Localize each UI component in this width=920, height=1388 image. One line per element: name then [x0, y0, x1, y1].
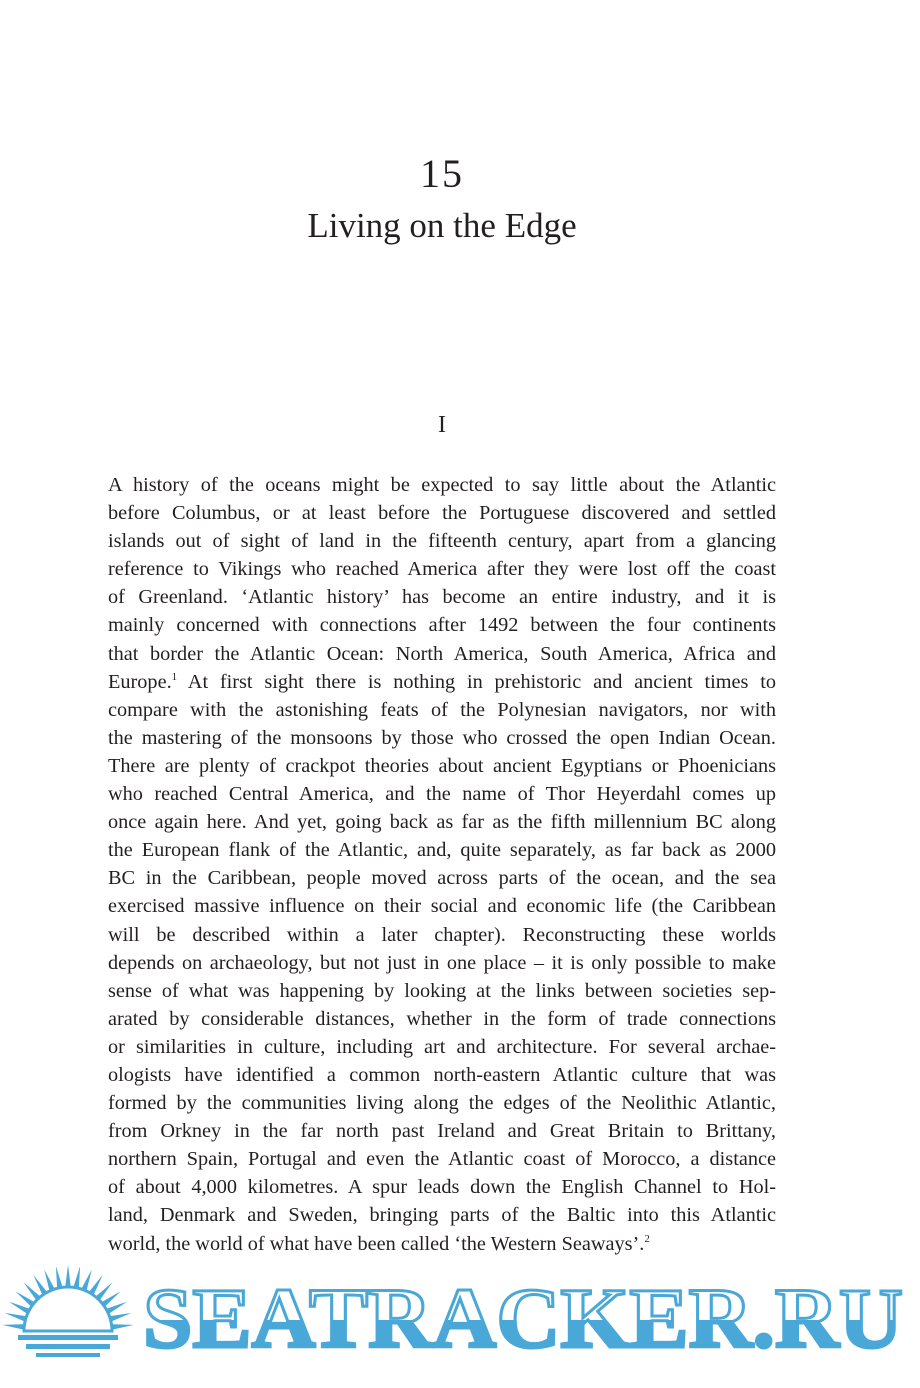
- text-line: arated by considerable distances, whether in the form of trade connections: [108, 1007, 776, 1030]
- text-line: compare with the astonishing feats of the Polynesian navigators, nor with: [108, 698, 776, 721]
- text-line: once again here. And yet, going back as far as the fifth millennium BC along: [108, 811, 776, 834]
- text-line: who reached Central America, and the name of Thor Heyerdahl comes up: [108, 783, 776, 806]
- text-line: will be described within a later chapter). Reconstructing these worlds: [108, 923, 776, 946]
- text-line: the European flank of the Atlantic, and, quite separately, as far back as 2000: [108, 839, 776, 862]
- section-number: I: [438, 412, 446, 438]
- text-line: reference to Vikings who reached America after they were lost off the coast: [108, 558, 776, 581]
- text-line: from Orkney in the far north past Ireland and Great Britain to Brittany,: [108, 1120, 776, 1143]
- text-line-with-note: [108, 668, 776, 696]
- text-line-with-note: [108, 1230, 776, 1258]
- body-paragraph: [108, 471, 776, 1258]
- text-line: mainly concerned with connections after 1492 between the four continents: [108, 614, 776, 637]
- text-line: of Greenland. ‘Atlantic history’ has become an entire industry, and it is: [108, 586, 776, 609]
- text-line: that border the Atlantic Ocean: North America, South America, Africa and: [108, 642, 776, 665]
- text-line: BC in the Caribbean, people moved across parts of the ocean, and the sea: [108, 867, 776, 890]
- text-line: exercised massive influence on their social and economic life (the Caribbean: [108, 895, 776, 918]
- chapter-number: 15: [420, 151, 464, 196]
- text-line: ologists have identified a common north-eastern Atlantic culture that was: [108, 1063, 776, 1086]
- text-line: A history of the oceans might be expected to say little about the Atlantic: [108, 474, 776, 496]
- text-line: sense of what was happening by looking at the links between societies sep-: [108, 979, 776, 1002]
- text-fragment: world, the world of what have been called ‘the Western Seaways’.: [108, 1232, 645, 1255]
- watermark-text: SEATRACKER.RU: [143, 1270, 903, 1366]
- watermark: [0, 1255, 920, 1388]
- text-line: depends on archaeology, but not just in one place – it is only possible to make: [108, 951, 776, 974]
- text-fragment: At first sight there is nothing in prehistoric and ancient times to: [177, 670, 776, 693]
- text-line: of about 4,000 kilometres. A spur leads down the English Channel to Hol-: [108, 1176, 776, 1199]
- text-line: islands out of sight of land in the fifteenth century, apart from a glancing: [108, 530, 776, 553]
- text-line: formed by the communities living along the edges of the Neolithic Atlantic,: [108, 1092, 776, 1115]
- sun-icon: [2, 1265, 133, 1357]
- chapter-title: Living on the Edge: [307, 206, 577, 245]
- text-line: northern Spain, Portugal and even the Atlantic coast of Morocco, a distance: [108, 1148, 776, 1171]
- text-line: the mastering of the monsoons by those who crossed the open Indian Ocean.: [108, 726, 776, 749]
- footnote-ref[interactable]: 2: [644, 1232, 650, 1245]
- text-line: or similarities in culture, including art and architecture. For several archae-: [108, 1035, 776, 1058]
- text-line: land, Denmark and Sweden, bringing parts of the Baltic into this Atlantic: [108, 1204, 776, 1227]
- text-line: There are plenty of crackpot theories about ancient Egyptians or Phoenicians: [108, 754, 776, 777]
- text-line: before Columbus, or at least before the Portuguese discovered and settled: [108, 502, 776, 525]
- footnote-ref[interactable]: 1: [171, 670, 178, 683]
- text-fragment: Europe.: [108, 670, 172, 693]
